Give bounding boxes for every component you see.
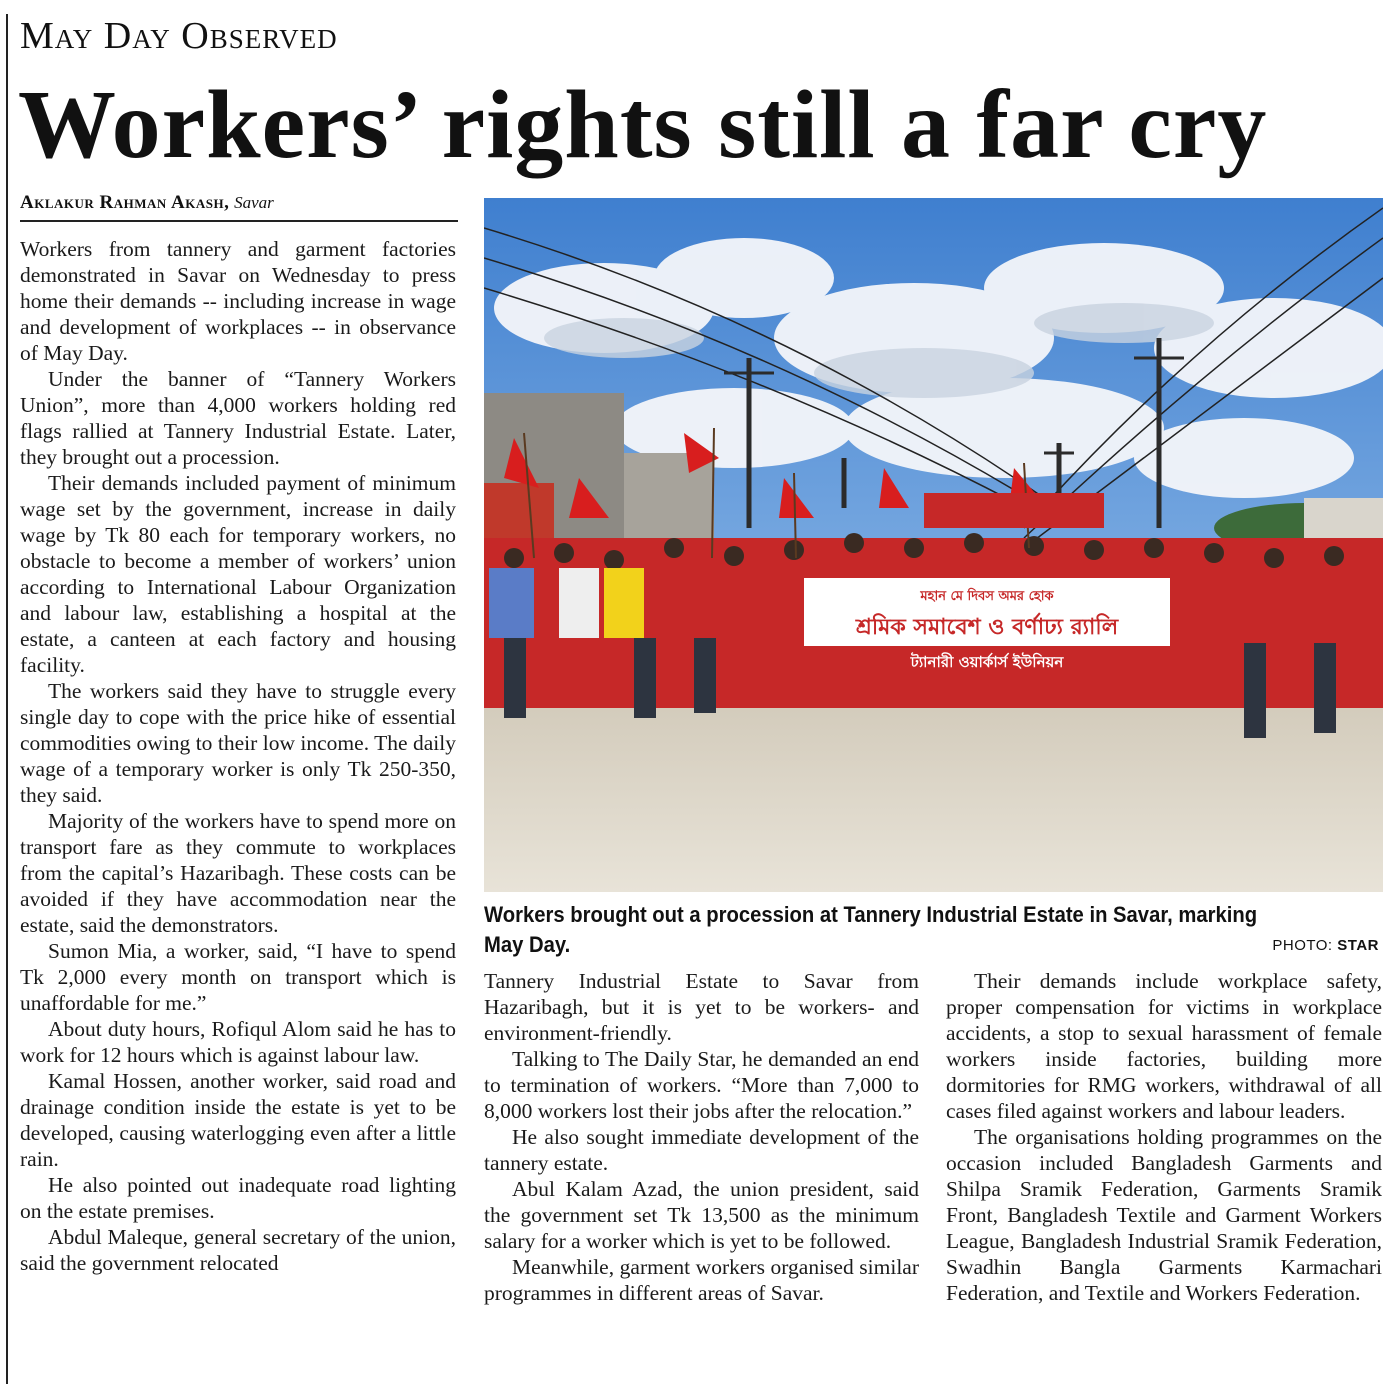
photo-credit-label: PHOTO: <box>1272 937 1333 954</box>
paragraph: Majority of the workers have to spend more on transport fare as they commute to workplaces from the capital’s Hazaribagh. These costs can be avoided if they have accommodation near the estate, said the demonstrators. <box>20 809 456 937</box>
paragraph: The workers said they have to struggle every single day to cope with the price hike of essential commodities owing to their low income. The daily wage of a temporary worker is only Tk 250-350, they said. <box>20 679 456 807</box>
paragraph: Their demands included payment of minimum wage set by the government, increase in daily wage by Tk 80 each for temporary workers, no obstacle to become a member of workers’ union according to International Labour Organization and labour law, establishing a hospital at the estate, a canteen at each factory and housing facility. <box>20 471 456 677</box>
procession-photo-illustration <box>484 198 1383 892</box>
banner-line-1: মহান মে দিবস অমর হোক <box>920 589 1054 604</box>
article-column-2 <box>484 968 919 1388</box>
byline-location: Savar <box>234 193 274 212</box>
paragraph: The organisations holding programmes on the occasion included Bangladesh Garments and Shilpa Sramik Federation, Garments Sramik Front, Bangladesh Textile and Garment Workers League, Bangladesh Industrial Sramik Federation, Swadhin Bangla Garments Karmachari Federation, and Textile and Workers Federation. <box>946 1125 1382 1305</box>
banner-line-3: ট্যানারী ওয়ার্কার্স ইউনিয়ন <box>910 653 1064 671</box>
paragraph: Tannery Industrial Estate to Savar from Hazaribagh, but it is yet to be workers- and environment-friendly. <box>484 969 919 1045</box>
paragraph: Abdul Maleque, general secretary of the union, said the government relocated <box>20 1225 456 1275</box>
paragraph: He also pointed out inadequate road lighting on the estate premises. <box>20 1173 456 1223</box>
article-column-1 <box>20 236 456 1386</box>
photo-credit-source: STAR <box>1337 937 1379 954</box>
paragraph: Talking to The Daily Star, he demanded an end to termination of workers. “More than 7,000 to 8,000 workers lost their jobs after the relocation.” <box>484 1047 919 1123</box>
byline <box>20 192 458 222</box>
paragraph: Sumon Mia, a worker, said, “I have to spend Tk 2,000 every month on transport which is unaffordable for me.” <box>20 939 456 1015</box>
paragraph: Under the banner of “Tannery Workers Union”, more than 4,000 workers holding red flags rallied at Tannery Industrial Estate. Later, they brought out a procession. <box>20 367 456 469</box>
article-column-3 <box>946 968 1382 1388</box>
paragraph: About duty hours, Rofiqul Alom said he has to work for 12 hours which is against labour law. <box>20 1017 456 1067</box>
section-kicker: May Day Observed <box>20 15 338 57</box>
paragraph: Workers from tannery and garment factories demonstrated in Savar on Wednesday to press home their demands -- including increase in wage and development of workplaces -- in observance of May Day. <box>20 237 456 365</box>
paragraph: He also sought immediate development of the tannery estate. <box>484 1125 919 1175</box>
photo-credit <box>1272 937 1379 954</box>
paragraph: Kamal Hossen, another worker, said road and drainage condition inside the estate is yet to be developed, causing waterlogging even after a little rain. <box>20 1069 456 1171</box>
byline-author: Aklakur Rahman Akash, <box>20 192 230 213</box>
banner-line-2: শ্রমিক সমাবেশ ও বর্ণাঢ্য র‍্যালি <box>855 615 1119 640</box>
paragraph: Abul Kalam Azad, the union president, said the government set Tk 13,500 as the minimum salary for a worker which is yet to be followed. <box>484 1177 919 1253</box>
photo-caption: Workers brought out a procession at Tannery Industrial Estate in Savar, marking May Day. <box>484 902 1258 957</box>
article-headline: Workers’ rights still a far cry <box>18 71 1268 179</box>
paragraph: Their demands include workplace safety, proper compensation for victims in workplace accidents, a stop to sexual harassment of female workers inside factories, building more dormitories for RMG workers, withdrawal of all cases filed against workers and labour leaders. <box>946 969 1382 1123</box>
news-photo <box>484 198 1383 892</box>
paragraph: Meanwhile, garment workers organised similar programmes in different areas of Savar. <box>484 1255 919 1305</box>
page-left-rule <box>6 14 8 1384</box>
